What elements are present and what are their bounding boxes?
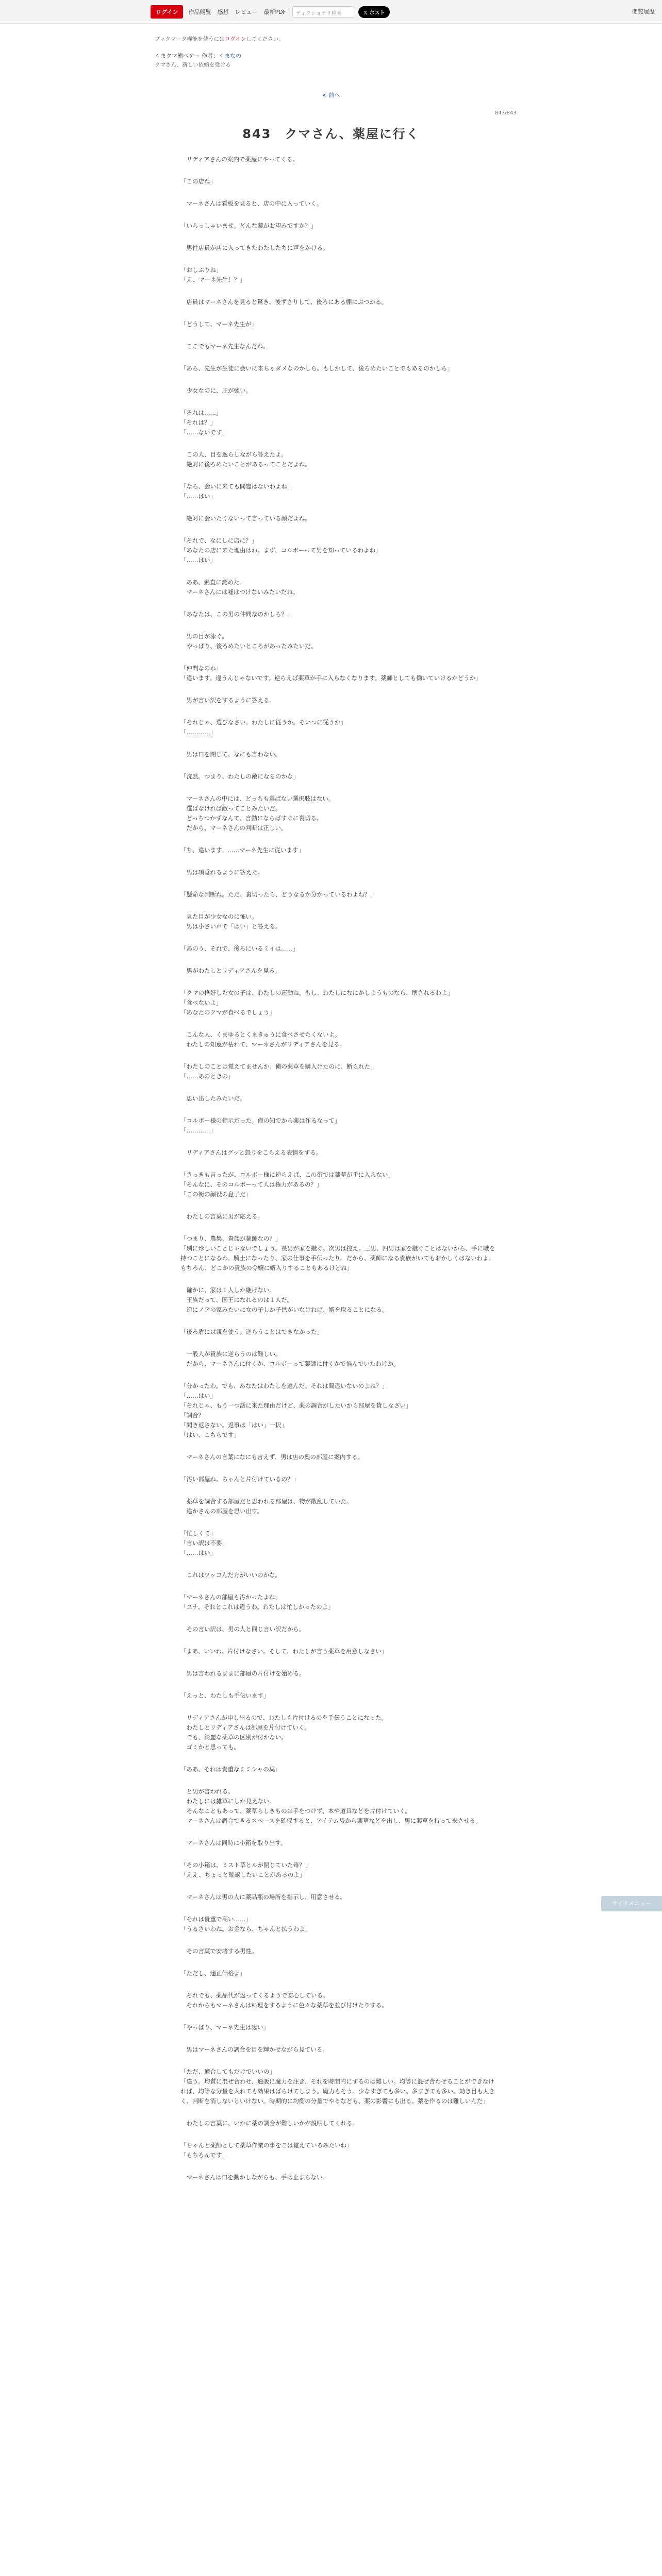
- text-line: 「……ないです」: [180, 429, 228, 436]
- paragraph: [180, 1285, 500, 1315]
- text-line: 男は小さい声で「はい」と答える。: [180, 923, 282, 930]
- paragraph: [180, 1381, 500, 1440]
- notice-login-link[interactable]: ログイン: [224, 36, 246, 42]
- side-menu-tab[interactable]: サイドメニュー: [601, 1896, 662, 1911]
- search-input[interactable]: ディクショナリ検索: [292, 6, 354, 18]
- text-line: 「あなたのクマが食べるでしょう」: [180, 1009, 275, 1016]
- x-icon: 𝕏: [363, 10, 368, 16]
- author-link[interactable]: くまなの: [219, 53, 242, 59]
- text-line: わたしの知恵が枯れて、マーネさんがリディアさんを見る。: [180, 1041, 346, 1048]
- text-line: 店員はマーネさんを見ると驚き、後ずさりして、後ろにある棚にぶつかる。: [180, 298, 388, 306]
- text-line: 「あなたの店に来た理由はね。まず、コルボーって男を知っているわよね」: [180, 547, 382, 554]
- paragraph: [180, 632, 500, 651]
- text-line: 思い出したみたいだ。: [180, 1095, 246, 1102]
- text-line: 「ち、違います。……マーネ先生に従います」: [180, 846, 305, 854]
- paragraph: [180, 1570, 500, 1580]
- text-line: だから、マーネさんに付くか、コルボーって薬師に付くかで悩んでいたわけか。: [180, 1360, 400, 1367]
- text-line: マーネさんは男の人に薬品瓶の場所を指示し、用意させる。: [180, 1893, 346, 1901]
- text-line: 王族だって、国王になれるのは１人だ。: [180, 1296, 293, 1303]
- paragraph: [180, 450, 500, 469]
- text-line: 見た目が少女なのに怖い。: [180, 913, 258, 920]
- login-button[interactable]: ログイン: [151, 5, 183, 19]
- text-line: マーネさんは調合できるスペースを確保すると、アイテム袋から薬草などを出し、男に薬草を持って来させる。: [180, 1817, 482, 1824]
- text-line: 「その小箱は、ミスト草とルが閉じていた毒？」: [180, 1861, 311, 1869]
- text-line: そんなこともあって、薬草らしきものは手をつけず、本や道具などを片付けていく。: [180, 1807, 411, 1815]
- text-line: でも、綺麗な薬草の区別が付かない。: [180, 1734, 287, 1741]
- text-line: 「違う。均質に混ぜ合わせ、通販に魔力を注ぎ、それを時間内にするのは難しい。均等に混ぜ合わせることができなければ、均等な分量を入れても効果はばらけてしまう。魔力もそう。少なすぎても多い。多すぎても多い。効き目も大きく、判断を消しないといけない。時期的に均衡の分量でやるなども、薬の影響にも出る。薬を作るのは難しいんだ」: [180, 2078, 495, 2105]
- text-line: どっちつかずなんて、言動にならばすぐに裏切る。: [180, 815, 323, 822]
- text-line: こんな人、くまゆるとくまきゅうに食べさせたくないよ。: [180, 1031, 341, 1038]
- paragraph: [180, 2119, 500, 2128]
- episode-title: 843 クマさん、薬屋に行く: [242, 127, 420, 141]
- paragraph: [180, 718, 500, 737]
- paragraph: [180, 1838, 500, 1848]
- text-line: 「ああ、それは貴重なミミシャの葉」: [180, 1766, 281, 1773]
- text-line: 違かさんの部屋を思い出す。: [180, 1507, 263, 1515]
- paragraph: [180, 1497, 500, 1516]
- text-line: 「聞き返さない。返事は「はい」一択」: [180, 1421, 287, 1429]
- text-line: リディアさんはグッと怒りをこらえる表情をする。: [180, 1149, 322, 1156]
- text-line: 薬草を調合する部屋だと思われる部屋は、物が散乱していた。: [180, 1498, 353, 1505]
- paragraph: [180, 1592, 500, 1612]
- text-line: 「おしぶりね」: [180, 266, 222, 274]
- text-line: 絶対に会いたくないって言っている顔だよね。: [180, 515, 311, 522]
- text-line: 「ユナ、それとこれは違うわ。わたしは忙しかったのよ」: [180, 1603, 334, 1611]
- paragraph: [180, 1669, 500, 1679]
- text-line: 「……あのときの」: [180, 1073, 234, 1080]
- text-line: 「それじゃ、選びなさい。わたしに従うか。そいつに従うか」: [180, 719, 346, 726]
- text-line: 「つまり、農集、貴族が薬師なの？」: [180, 1235, 282, 1242]
- paragraph: [180, 364, 500, 374]
- text-line: 男の目が泳ぐ。: [180, 633, 228, 640]
- text-line: マーネさんの中には、どっちも選ばない選択肢はない。: [180, 795, 335, 802]
- text-line: 「忙しくて」: [180, 1530, 216, 1537]
- paragraph: [180, 342, 500, 351]
- paragraph: [180, 482, 500, 501]
- text-line: 「懸命な判断ね。ただ、裏切ったら、どうなるか分かっているわよね？」: [180, 891, 376, 898]
- paragraph: [180, 868, 500, 877]
- text-line: その言い訳は、男の人と同じ言い訳だから。: [180, 1625, 305, 1633]
- text-line: 「それじゃ、もう一つ話に来た理由だけど、薬の調合がしたいから部屋を貸しなさい」: [180, 1402, 412, 1409]
- text-line: 「ただ、適合してもだけでいいの」: [180, 2068, 275, 2075]
- text-line: 「あら、先生が生徒に会いに来ちゃダメなのかしら。もしかして、後ろめたいことでもあるのかしら」: [180, 365, 453, 372]
- text-line: 「後ろ盾には親を使う。逆らうことはできなかった」: [180, 1328, 323, 1335]
- text-line: 「やっぱり、マーネ先生は凄い」: [180, 2024, 269, 2031]
- text-line: だから、マーネさんの判断は正しい。: [180, 824, 287, 832]
- text-line: 男は口を閉じて、なにも言わない。: [180, 751, 282, 758]
- text-line: 「調合？」: [180, 1412, 210, 1419]
- text-line: 「それは貴重で高い……」: [180, 1916, 252, 1923]
- text-line: 「……はい」: [180, 1392, 216, 1399]
- breadcrumb: [155, 52, 241, 60]
- text-line: 「もちろんです」: [180, 2151, 228, 2159]
- paragraph: [180, 2023, 500, 2032]
- paragraph: [180, 1212, 500, 1222]
- text-line: 「あなたは、この男の仲間なのかしら？」: [180, 611, 293, 618]
- paragraph: [180, 2045, 500, 2055]
- text-line: 「さっきも言ったが、コルボー様に逆らえば、この街では薬草が手に入らない」: [180, 1171, 394, 1178]
- text-line: 「ええ、ちょっと確認したいことがあるのよ」: [180, 1871, 306, 1878]
- nav-link-impressions[interactable]: 感想: [217, 9, 229, 15]
- text-line: 「言い訳は不要」: [180, 1539, 228, 1547]
- paragraph: [180, 944, 500, 954]
- paragraph: [180, 1647, 500, 1656]
- nav-link-reviews[interactable]: レビュー: [235, 9, 258, 15]
- text-line: 一般人が貴族に逆らうのは難しい。: [180, 1350, 282, 1358]
- text-line: わたしとリディアさんは部屋を片付けていく。: [180, 1724, 310, 1731]
- text-line: 「なら、会いに来ても問題はないわよね」: [180, 483, 293, 490]
- text-line: 「ちゃんと薬師として薬草作業の事をこは覚えているみたいね」: [180, 2142, 353, 2149]
- text-line: 「えっと、わたしも手伝います」: [180, 1692, 270, 1699]
- text-line: この人、目を逸らしながら答えたよ。: [180, 451, 287, 458]
- text-line: ゴミかと思っても。: [180, 1743, 240, 1751]
- text-line: 男性店員が店に入ってきたわたしたちに声をかける。: [180, 244, 329, 251]
- paragraph: [180, 794, 500, 833]
- paragraph: [180, 966, 500, 976]
- series-title-link[interactable]: くまクマ熊ベアー: [155, 53, 200, 59]
- text-line: 男は項垂れるように答えた。: [180, 869, 263, 876]
- text-line: 「食べないよ」: [180, 999, 222, 1006]
- text-line: 男が言い訳をするように答える。: [180, 697, 275, 704]
- paragraph: [180, 1969, 500, 1978]
- text-line: 男は言われるままに部屋の片付けを始める。: [180, 1670, 305, 1677]
- text-line: 「それは……」: [180, 409, 222, 416]
- paragraph: [180, 772, 500, 782]
- paragraph: [180, 265, 500, 285]
- paragraph: [180, 988, 500, 1018]
- paragraph: [180, 1991, 500, 2010]
- notice-suffix: してください。: [246, 36, 284, 42]
- text-line: 「違います。違うんじゃないです。逆らえば薬草が手に入らなくなります。薬師としても働いていけるかどうか」: [180, 674, 482, 682]
- paragraph: [180, 2141, 500, 2160]
- text-line: と男が言われる。: [180, 1788, 234, 1795]
- text-line: リディアさんの案内で薬屋にやってくる。: [180, 156, 299, 163]
- text-line: 「…………」: [180, 728, 216, 736]
- paragraph: [180, 2067, 500, 2106]
- paragraph: [180, 1529, 500, 1558]
- top-navigation-bar: [0, 0, 662, 24]
- text-line: 「それは？」: [180, 419, 216, 426]
- paragraph: [180, 536, 500, 565]
- text-line: 「わたしのことは覚えてませんか。俺の薬草を購入けたのに、断られた」: [180, 1063, 376, 1070]
- text-line: 「え、マーネ先生！？」: [180, 276, 246, 283]
- nav-link-browse[interactable]: 作品閲覧: [188, 9, 211, 15]
- text-line: その言葉で安堵する男性。: [180, 1947, 258, 1955]
- paragraph: [180, 1327, 500, 1337]
- paragraph: [180, 2173, 500, 2182]
- text-line: やっぱり、後ろめたいところがあったみたいだ。: [180, 642, 317, 650]
- paragraph: [180, 1860, 500, 1880]
- paragraph: [180, 1452, 500, 1462]
- paragraph: [180, 664, 500, 683]
- episode-number: 843/843: [495, 110, 517, 116]
- text-line: 「どうして、マーネ先生が」: [180, 320, 257, 328]
- text-line: 「そんなに、そのコルボーって人は権力があるの？」: [180, 1181, 323, 1188]
- text-line: マーネさんには嘘はつけないみたいだね。: [180, 588, 299, 596]
- paragraph: [180, 514, 500, 523]
- x-post-label: ポスト: [369, 10, 385, 16]
- text-line: 確かに、家は１人しか継げない。: [180, 1286, 275, 1294]
- paragraph: [180, 1892, 500, 1902]
- text-line: 「うるさいわね。お金なら、ちゃんと払うわよ」: [180, 1925, 311, 1933]
- text-line: 男がわたしとリディアさんを見る。: [180, 967, 281, 974]
- text-line: 「いらっしゃいませ。どんな薬がお望みですか？」: [180, 222, 317, 229]
- paragraph: [180, 1914, 500, 1934]
- paragraph: [180, 1116, 500, 1136]
- bookmark-notice: [155, 35, 284, 43]
- paragraph: [180, 408, 500, 437]
- text-line: 「クマの格好した女の子は、わたしの運動ね。もし、わたしになにかしようものなら、壊されるわよ」: [180, 989, 453, 996]
- paragraph: [180, 1062, 500, 1081]
- text-line: 「沈黙。つまり、わたしの敵になるのかな」: [180, 773, 299, 780]
- text-line: 「この店ね」: [180, 178, 216, 185]
- text-line: 絶対に後ろめたいことがあるってことだよね。: [180, 461, 311, 468]
- top-nav-inner: [151, 5, 511, 19]
- text-line: これはツッコんだ方がいいのかな。: [180, 1571, 282, 1579]
- paragraph: [180, 1475, 500, 1484]
- nav-link-pdf[interactable]: 最新PDF: [263, 9, 286, 15]
- text-line: 「…………」: [180, 1127, 216, 1134]
- text-line: それからもマーネさんは料理をするように色々な薬草を並び付けたりする。: [180, 2002, 388, 2009]
- text-line: 「あのう、それで、後ろにいるミイは……」: [180, 945, 299, 952]
- text-line: わたしの言葉に、いかに薬の調合が難しいかが説明してくれる。: [180, 2120, 358, 2127]
- text-line: 逆にノアの家みたいに女の子しか子供がいなければ、婿を取ることになる。: [180, 1306, 388, 1313]
- text-line: 「コルボー様の指示だった。俺の知でから薬は作るなって」: [180, 1117, 341, 1124]
- paragraph: [180, 1713, 500, 1752]
- paragraph: [180, 1170, 500, 1199]
- paragraph: [180, 386, 500, 396]
- paragraph: [180, 1624, 500, 1634]
- text-line: 「別に珍しいことじゃないでしょう。長男が家を継ぐ。次男は控え。三男、四男は家を継ぐことはないから、手に職を持つことになるわ。騎士になったり、家の仕事を手伝ったり。だから、薬師になる貴族がいてもおかしくはないわよ。もちろん、どこかの貴族の令嬢に婿入りすることもあるけどね」: [180, 1245, 495, 1272]
- paragraph: [180, 243, 500, 253]
- text-line: リディアさんが申し出るので、わたしも片付けるのを手伝うことになった。: [180, 1714, 388, 1721]
- text-line: わたしの言葉に男が応える。: [180, 1213, 263, 1220]
- paragraph: [180, 1691, 500, 1701]
- paragraph: [180, 578, 500, 597]
- paragraph: [180, 1349, 500, 1369]
- text-line: 「……はい」: [180, 1549, 216, 1556]
- text-line: 「……はい」: [180, 556, 216, 564]
- author-prefix: 作者：: [202, 53, 219, 59]
- text-line: 「仲間なのね」: [180, 665, 222, 672]
- paragraph: [180, 1946, 500, 1956]
- text-line: ここでもマーネ先生なんだね。: [180, 343, 269, 350]
- text-line: 「マーネさんの部屋も汚かったよね」: [180, 1594, 281, 1601]
- paragraph: [180, 1030, 500, 1049]
- x-post-button[interactable]: [358, 6, 390, 18]
- paragraph: [180, 177, 500, 187]
- paragraph: [180, 1148, 500, 1158]
- paragraph: [180, 912, 500, 931]
- paragraph: [180, 199, 500, 209]
- text-line: 「汚い部屋ね。ちゃんと片付けているの？」: [180, 1476, 299, 1483]
- text-line: マーネさんの言葉になにも言えず、男は店の奥の部屋に案内する。: [180, 1453, 364, 1461]
- text-line: 「はい、こちらです」: [180, 1431, 240, 1438]
- paragraph: [180, 1765, 500, 1774]
- prev-episode-link[interactable]: < 前へ: [322, 92, 340, 98]
- paragraph: [180, 319, 500, 329]
- paragraph: [180, 696, 500, 705]
- paragraph: [180, 1094, 500, 1104]
- paragraph: [180, 750, 500, 759]
- reading-history-link[interactable]: 閲覧履歴: [632, 8, 655, 15]
- paragraph: [180, 609, 500, 619]
- paragraph: [180, 845, 500, 855]
- text-line: 「まあ、いいわ。片付けなさい。そして、わたしが言う薬草を用意しなさい」: [180, 1648, 388, 1655]
- paragraph: [180, 155, 500, 164]
- text-line: 選ばなければ敵ってことみたいだ。: [180, 805, 282, 812]
- text-line: マーネさんは同時に小箱を取り出す。: [180, 1839, 287, 1846]
- text-line: わたしには雑草にしか見えない。: [180, 1798, 275, 1805]
- paragraph: [180, 297, 500, 307]
- chapter-title: クマさん、新しい依頼を受ける: [155, 62, 231, 68]
- text-line: マーネさんは口を動かしながらも、手は止まらない。: [180, 2174, 328, 2181]
- text-line: 「分かったわ。でも、あなたはわたしを選んだ。それは間違いないのよね？」: [180, 1382, 388, 1389]
- paragraph: [180, 221, 500, 231]
- text-line: 「この街の顔役の息子だ」: [180, 1191, 252, 1198]
- notice-prefix: ブックマーク機能を使うには: [155, 36, 225, 42]
- text-line: マーネさんは看板を見ると、店の中に入っていく。: [180, 200, 323, 207]
- text-line: 「それで、なにしに店に？」: [180, 537, 258, 544]
- text-line: ああ、素直に認めた。: [180, 579, 246, 586]
- text-line: 「ただし、適正価格よ」: [180, 1970, 246, 1977]
- text-line: 男はマーネさんの調合を目を輝かせながら見ている。: [180, 2046, 328, 2053]
- paragraph: [180, 1787, 500, 1826]
- novel-body: [180, 155, 500, 2195]
- text-line: 少女なのに、圧が強い。: [180, 387, 252, 394]
- paragraph: [180, 890, 500, 900]
- text-line: それでも、薬品代が返ってくるようで安心している。: [180, 1992, 329, 1999]
- text-line: 「……はい」: [180, 493, 216, 500]
- paragraph: [180, 1234, 500, 1273]
